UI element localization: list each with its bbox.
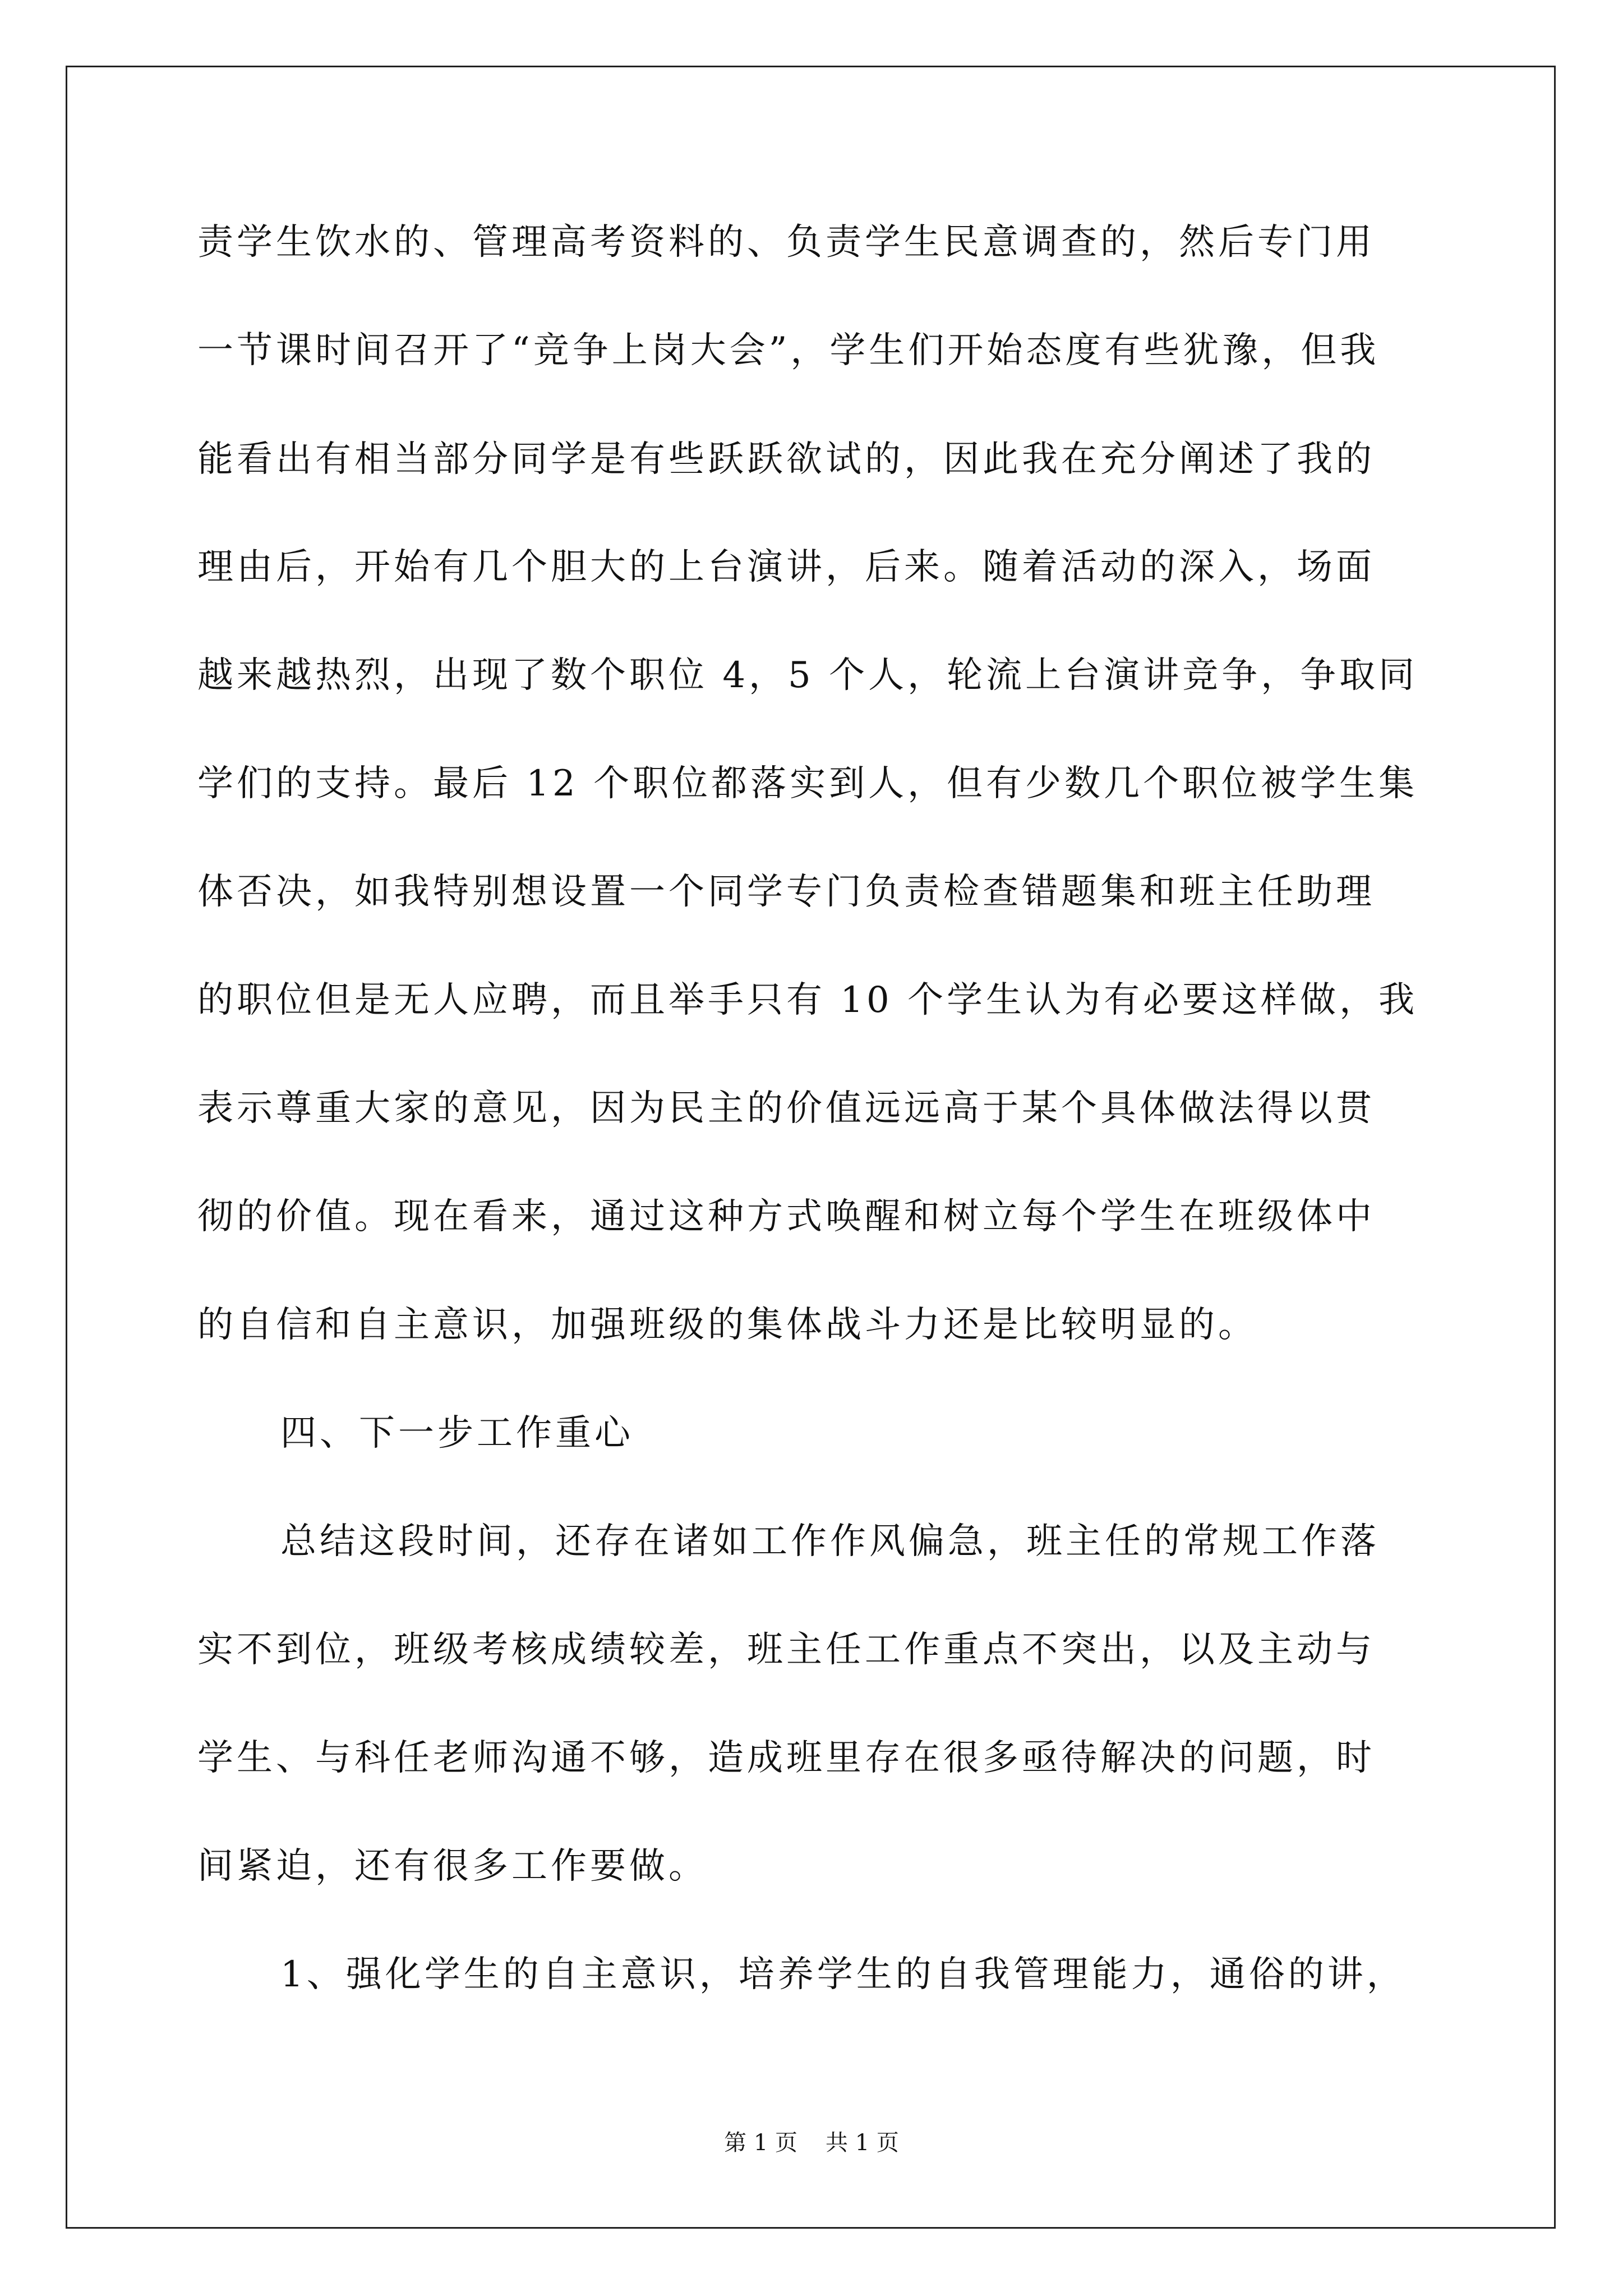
body-line: 体否决，如我特别想设置一个同学专门负责检查错题集和班主任助理 bbox=[197, 871, 1375, 913]
body-line: 学们的支持。最后 12 个职位都落实到人，但有少数几个职位被学生集 bbox=[197, 763, 1418, 804]
body-line: 间紧迫，还有很多工作要做。 bbox=[197, 1846, 708, 1887]
body-line: 的职位但是无人应聘，而且举手只有 10 个学生认为有必要这样做，我 bbox=[197, 979, 1418, 1021]
page-border bbox=[66, 66, 1556, 2229]
page-footer bbox=[0, 2129, 1623, 2157]
body-line: 一节课时间召开了“竞争上岗大会”，学生们开始态度有些犹豫，但我 bbox=[197, 330, 1380, 371]
body-line: 能看出有相当部分同学是有些跃跃欲试的，因此我在充分阐述了我的 bbox=[197, 439, 1375, 480]
body-line: 的自信和自主意识，加强班级的集体战斗力还是比较明显的。 bbox=[197, 1304, 1257, 1346]
body-line: 学生、与科任老师沟通不够，造成班里存在很多亟待解决的问题，时 bbox=[197, 1737, 1375, 1779]
body-line: 实不到位，班级考核成绩较差，班主任工作重点不突出，以及主动与 bbox=[197, 1629, 1375, 1671]
body-line: 表示尊重大家的意见，因为民主的价值远远高于某个具体做法得以贯 bbox=[197, 1088, 1375, 1129]
body-line: 彻的价值。现在看来，通过这种方式唤醒和树立每个学生在班级体中 bbox=[197, 1196, 1375, 1237]
page-total: 共 1 页 bbox=[826, 2130, 899, 2156]
body-line: 责学生饮水的、管理高考资料的、负责学生民意调查的，然后专门用 bbox=[197, 222, 1375, 263]
page-number: 第 1 页 bbox=[724, 2130, 797, 2156]
body-line: 总结这段时间，还存在诸如工作作风偏急，班主任的常规工作落 bbox=[280, 1521, 1380, 1562]
body-line: 理由后，开始有几个胆大的上台演讲，后来。随着活动的深入，场面 bbox=[197, 546, 1375, 588]
section-heading: 四、下一步工作重心 bbox=[280, 1412, 634, 1454]
list-item-line: 1、强化学生的自主意识，培养学生的自我管理能力，通俗的讲， bbox=[280, 1954, 1406, 1995]
body-line: 越来越热烈，出现了数个职位 4，5 个人，轮流上台演讲竞争，争取同 bbox=[197, 655, 1418, 696]
